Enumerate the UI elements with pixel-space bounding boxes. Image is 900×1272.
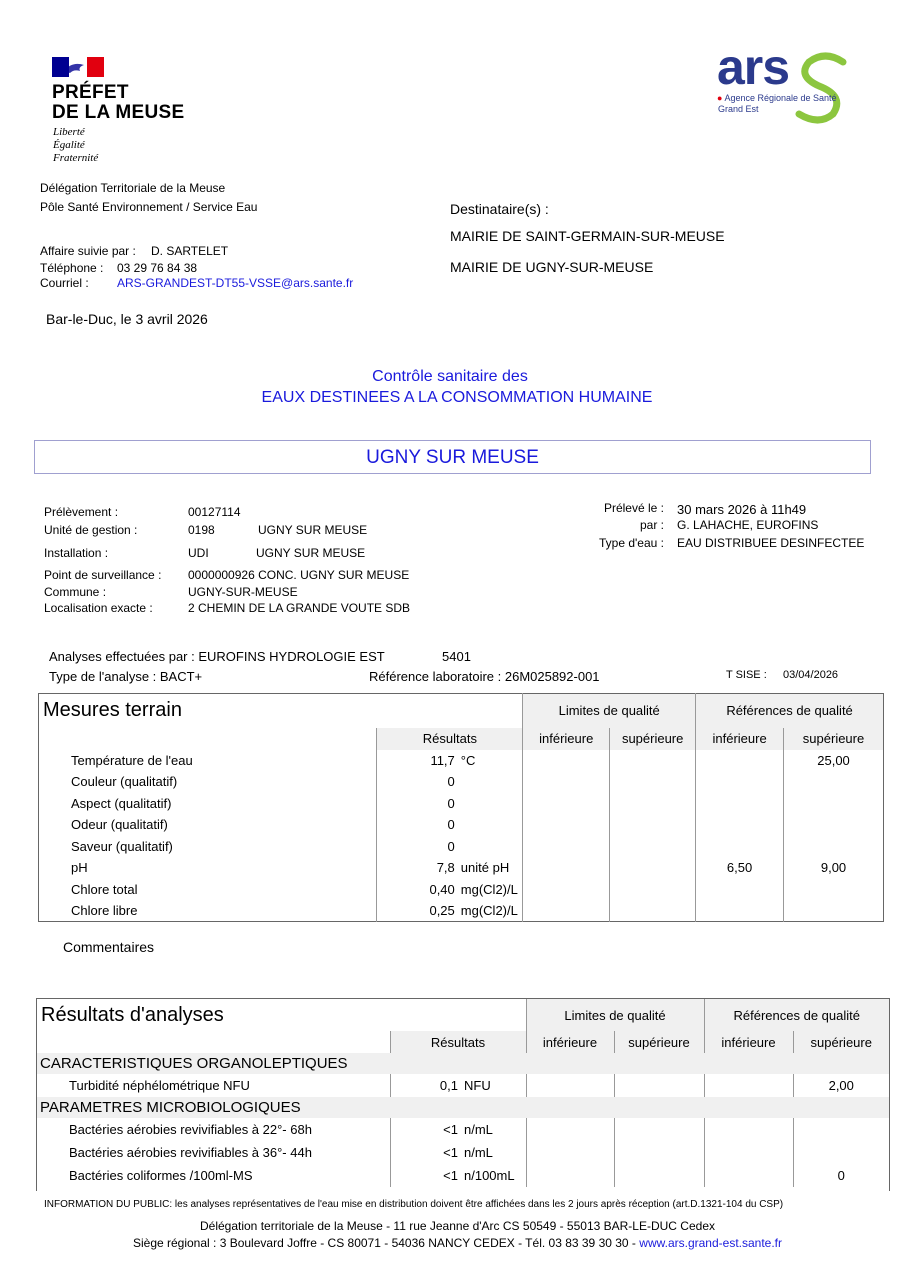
terrain-cell-ref-sup: 25,00 [784, 750, 884, 772]
results-ref-inf-header: inférieure [704, 1031, 793, 1053]
result-cell-ref-sup [793, 1118, 889, 1141]
result-cell-ref-inf [704, 1141, 793, 1164]
results-limites-header: Limites de qualité [526, 999, 704, 1031]
table-row [37, 1118, 889, 1141]
result-cell-ref-inf [704, 1074, 793, 1097]
prefet-name-line1: PRÉFET [52, 82, 129, 103]
analysis-type: Type de l'analyse : BACT+ [49, 669, 203, 684]
result-cell-lim-sup [614, 1141, 704, 1164]
terrain-cell-lim-sup [610, 857, 696, 879]
installation-name: UGNY SUR MEUSE [256, 546, 366, 560]
terrain-cell-value: 11,7 [377, 750, 457, 772]
result-cell-label: Bactéries aérobies revivifiables à 36°- 44h [69, 1145, 312, 1160]
telephone-value: 03 29 76 84 38 [117, 261, 198, 275]
result-cell-lim-inf [526, 1164, 614, 1187]
terrain-cell-ref-sup [784, 879, 884, 901]
terrain-title: Mesures terrain [43, 699, 182, 722]
results-table [37, 999, 889, 1187]
table-row [39, 750, 884, 772]
terrain-cell-ref-inf [696, 900, 784, 922]
prelevement-label: Prélèvement : [44, 505, 119, 519]
terrain-references-header: Références de qualité [696, 694, 884, 728]
terrain-cell-label: Chlore total [71, 881, 138, 897]
result-cell-value: <1 [390, 1118, 460, 1141]
terrain-cell-unit [457, 836, 523, 858]
result-cell-value: <1 [390, 1164, 460, 1187]
terrain-cell-value: 7,8 [377, 857, 457, 879]
terrain-cell-unit [457, 814, 523, 836]
result-cell-lim-sup [614, 1164, 704, 1187]
recipient-2: MAIRIE DE UGNY-SUR-MEUSE [450, 259, 654, 275]
par-value: G. LAHACHE, EUROFINS [677, 518, 819, 532]
table-row [39, 814, 884, 836]
terrain-cell-value: 0,40 [377, 879, 457, 901]
footer-address: Délégation territoriale de la Meuse - 11 rue Jeanne d'Arc CS 50549 - 55013 BAR-LE-DUC Cedex [199, 1219, 715, 1233]
result-cell-ref-inf [704, 1118, 793, 1141]
section-row [37, 1097, 889, 1118]
terrain-cell-value: 0 [377, 836, 457, 858]
recipient-1: MAIRIE DE SAINT-GERMAIN-SUR-MEUSE [450, 228, 725, 244]
section-title: PARAMETRES MICROBIOLOGIQUES [37, 1097, 889, 1118]
affaire-label: Affaire suivie par : [40, 244, 136, 258]
terrain-cell-label: Odeur (qualitatif) [71, 817, 168, 833]
result-cell-label: Bactéries coliformes /100ml-MS [69, 1168, 253, 1183]
result-cell-ref-sup: 0 [793, 1164, 889, 1187]
terrain-cell-ref-sup [784, 771, 884, 793]
installation-label: Installation : [44, 546, 109, 560]
result-cell-value: <1 [390, 1141, 460, 1164]
terrain-cell-label: pH [71, 860, 88, 876]
table-row [37, 1141, 889, 1164]
result-cell-ref-inf [704, 1164, 793, 1187]
table-row [39, 836, 884, 858]
terrain-cell-lim-sup [610, 900, 696, 922]
terrain-cell-lim-sup [610, 836, 696, 858]
terrain-cell-lim-inf [523, 857, 610, 879]
result-cell-unit: n/mL [464, 1122, 493, 1137]
result-cell-lim-sup [614, 1074, 704, 1097]
terrain-cell-label: Saveur (qualitatif) [71, 838, 173, 854]
type-eau-label: Type d'eau : [598, 536, 664, 550]
footer-info: INFORMATION DU PUBLIC: les analyses représentatives de l'eau mise en distribution doivent être affichées dans les 2 jours après réception (art.D.1321-104 du CSP) [44, 1199, 784, 1210]
terrain-lim-sup-header: supérieure [610, 728, 696, 750]
sender-pole: Pôle Santé Environnement / Service Eau [40, 200, 258, 214]
commune-value: UGNY-SUR-MEUSE [188, 585, 298, 599]
affaire-value: D. SARTELET [151, 244, 229, 258]
ars-wordmark: ars [717, 39, 790, 95]
recipients-label: Destinataire(s) : [450, 201, 549, 217]
result-cell-lim-inf [526, 1141, 614, 1164]
telephone-label: Téléphone : [40, 261, 104, 275]
terrain-cell-label: Température de l'eau [71, 752, 193, 768]
terrain-cell-lim-inf [523, 771, 610, 793]
terrain-cell-ref-sup [784, 793, 884, 815]
prefet-logo [52, 57, 104, 82]
section-row [37, 1053, 889, 1074]
footer-siege [0, 1236, 900, 1250]
result-cell-lim-sup [614, 1118, 704, 1141]
footer-website-link[interactable]: www.ars.grand-est.sante.fr [639, 1236, 783, 1250]
table-row [39, 857, 884, 879]
results-table-wrap [36, 998, 890, 1191]
sender-delegation: Délégation Territoriale de la Meuse [40, 181, 226, 195]
terrain-cell-lim-inf [523, 879, 610, 901]
result-cell-lim-inf [526, 1118, 614, 1141]
terrain-cell-value: 0 [377, 814, 457, 836]
terrain-cell-ref-inf: 6,50 [696, 857, 784, 879]
title-line1: Contrôle sanitaire des [372, 368, 528, 385]
localisation-value: 2 CHEMIN DE LA GRANDE VOUTE SDB [188, 601, 411, 615]
result-cell-ref-sup [793, 1141, 889, 1164]
results-ref-sup-header: supérieure [793, 1031, 889, 1053]
terrain-cell-ref-inf [696, 771, 784, 793]
result-cell-unit: n/mL [464, 1145, 493, 1160]
terrain-table [38, 693, 884, 922]
footer-siege-text: Siège régional : 3 Boulevard Joffre - CS 80071 - 54036 NANCY CEDEX - Tél. 03 83 39 30 30 - [132, 1236, 636, 1250]
result-cell-unit: NFU [464, 1078, 491, 1093]
terrain-cell-lim-sup [610, 814, 696, 836]
title-line2: EAUX DESTINEES A LA CONSOMMATION HUMAINE [261, 389, 653, 406]
terrain-cell-lim-inf [523, 814, 610, 836]
terrain-ref-sup-header: supérieure [784, 728, 884, 750]
courriel-label: Courriel : [40, 276, 89, 290]
point-label: Point de surveillance : [44, 568, 162, 582]
tsise-label: T SISE : [726, 669, 767, 681]
terrain-cell-label: Chlore libre [71, 903, 138, 918]
terrain-cell-ref-inf [696, 814, 784, 836]
terrain-cell-lim-inf [523, 750, 610, 772]
table-row [39, 771, 884, 793]
unite-label: Unité de gestion : [44, 523, 138, 537]
terrain-cell-unit: mg(Cl2)/L [460, 903, 518, 918]
unite-code: 0198 [188, 523, 215, 537]
unite-name: UGNY SUR MEUSE [258, 523, 368, 537]
table-row [37, 1164, 889, 1187]
ars-region: Grand Est [718, 104, 759, 114]
terrain-cell-label: Couleur (qualitatif) [71, 774, 178, 790]
result-cell-ref-sup: 2,00 [793, 1074, 889, 1097]
terrain-cell-ref-sup: 9,00 [784, 857, 884, 879]
commentaires-label: Commentaires [63, 939, 155, 955]
courriel-link[interactable]: ARS-GRANDEST-DT55-VSSE@ars.sante.fr [117, 276, 354, 290]
par-label: par : [639, 518, 664, 532]
table-row [39, 900, 884, 922]
installation-code: UDI [188, 546, 209, 560]
commune-label: Commune : [44, 585, 107, 599]
terrain-cell-unit: °C [460, 752, 476, 768]
result-cell-label: Turbidité néphélométrique NFU [69, 1078, 250, 1093]
terrain-cell-value: 0 [377, 793, 457, 815]
localisation-label: Localisation exacte : [44, 601, 153, 615]
terrain-cell-ref-sup [784, 814, 884, 836]
terrain-cell-ref-sup [784, 836, 884, 858]
marianne-flag-icon [52, 57, 104, 77]
terrain-cell-lim-inf [523, 900, 610, 922]
result-cell-lim-inf [526, 1074, 614, 1097]
table-row [39, 793, 884, 815]
terrain-cell-unit [457, 771, 523, 793]
terrain-cell-unit: unité pH [460, 860, 510, 876]
terrain-cell-ref-inf [696, 836, 784, 858]
terrain-cell-ref-inf [696, 793, 784, 815]
result-cell-label: Bactéries aérobies revivifiables à 22°- 68h [69, 1122, 312, 1137]
ars-agency-name: ● Agence Régionale de Santé [717, 93, 837, 103]
lab-line: Analyses effectuées par : EUROFINS HYDROLOGIE EST [49, 649, 385, 664]
results-resultats-header: Résultats [390, 1031, 526, 1053]
preleve-value: 30 mars 2026 à 11h49 [677, 502, 807, 517]
date-line: Bar-le-Duc, le 3 avril 2026 [46, 311, 208, 327]
terrain-cell-lim-sup [610, 879, 696, 901]
terrain-ref-inf-header: inférieure [696, 728, 784, 750]
motto-egalite: Égalité [53, 139, 85, 151]
terrain-cell-lim-inf [523, 793, 610, 815]
results-lim-sup-header: supérieure [614, 1031, 704, 1053]
tsise-value: 03/04/2026 [783, 669, 839, 681]
terrain-cell-ref-inf [696, 879, 784, 901]
lab-code: 5401 [442, 649, 471, 664]
results-lim-inf-header: inférieure [526, 1031, 614, 1053]
type-eau-value: EAU DISTRIBUEE DESINFECTEE [677, 536, 865, 550]
result-cell-value: 0,1 [390, 1074, 460, 1097]
terrain-limites-header: Limites de qualité [523, 694, 696, 728]
terrain-cell-lim-sup [610, 793, 696, 815]
terrain-resultats-header: Résultats [377, 728, 523, 750]
ars-logo [715, 39, 855, 125]
point-value: 0000000926 CONC. UGNY SUR MEUSE [188, 568, 410, 582]
terrain-cell-ref-inf [696, 750, 784, 772]
terrain-cell-value: 0,25 [377, 900, 457, 922]
terrain-cell-lim-sup [610, 771, 696, 793]
motto-liberte: Liberté [53, 126, 85, 138]
commune-box: UGNY SUR MEUSE [34, 440, 871, 474]
terrain-cell-value: 0 [377, 771, 457, 793]
prelevement-value: 00127114 [188, 505, 241, 519]
results-title: Résultats d'analyses [41, 1003, 224, 1026]
terrain-cell-lim-inf [523, 836, 610, 858]
terrain-cell-unit: mg(Cl2)/L [460, 881, 518, 897]
terrain-cell-unit [457, 793, 523, 815]
lab-reference: Référence laboratoire : 26M025892-001 [369, 669, 600, 684]
preleve-label: Prélevé le : [603, 501, 664, 515]
motto-fraternite: Fraternité [53, 152, 99, 164]
table-row [39, 879, 884, 901]
terrain-lim-inf-header: inférieure [523, 728, 610, 750]
result-cell-unit: n/100mL [464, 1168, 515, 1183]
terrain-cell-lim-sup [610, 750, 696, 772]
section-title: CARACTERISTIQUES ORGANOLEPTIQUES [37, 1053, 889, 1074]
terrain-cell-label: Aspect (qualitatif) [71, 795, 172, 811]
ars-agency-text: Agence Régionale de Santé [724, 93, 837, 103]
results-references-header: Références de qualité [704, 999, 889, 1031]
prefet-name-line2: DE LA MEUSE [52, 102, 185, 123]
table-row [37, 1074, 889, 1097]
terrain-cell-ref-sup [784, 900, 884, 922]
